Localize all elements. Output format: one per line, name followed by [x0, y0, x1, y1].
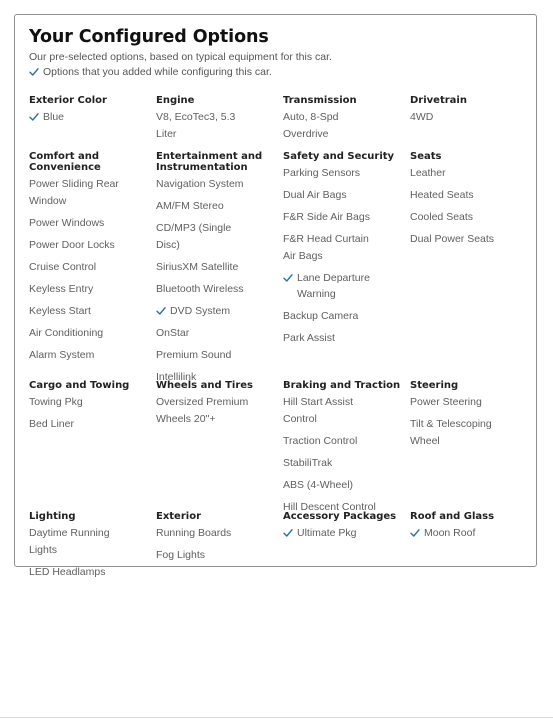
- option-item: [29, 237, 156, 254]
- option-label: ABS (4-Wheel): [283, 478, 354, 491]
- option-item: [29, 416, 156, 433]
- option-label: Tilt & Telescoping Wheel: [410, 418, 492, 447]
- option-item: [283, 433, 410, 450]
- option-label: Keyless Entry: [29, 282, 94, 295]
- option-item: [410, 209, 533, 226]
- option-label: Power Sliding Rear Window: [29, 178, 119, 207]
- option-item: [29, 176, 156, 209]
- category-title: Lighting: [29, 511, 76, 522]
- option-category: [410, 511, 533, 586]
- option-item: [156, 394, 283, 427]
- option-list: [156, 109, 283, 142]
- option-item: [29, 564, 156, 581]
- option-item: [283, 231, 410, 264]
- option-item: [156, 525, 283, 542]
- option-item: [283, 394, 410, 427]
- option-label: Air Conditioning: [29, 326, 104, 339]
- option-category: [29, 380, 156, 511]
- option-label: Bluetooth Wireless: [156, 282, 244, 295]
- category-title: Comfort and Convenience: [29, 151, 101, 173]
- option-list: [283, 525, 410, 542]
- option-item: [29, 109, 156, 126]
- option-item: [156, 259, 283, 276]
- option-label: Backup Camera: [283, 310, 359, 322]
- option-list: [410, 394, 533, 449]
- checkmark-icon: [283, 273, 293, 283]
- option-category: [283, 380, 410, 511]
- configured-options-card: [14, 14, 537, 578]
- option-item: [283, 330, 410, 347]
- option-label: F&R Side Air Bags: [283, 211, 370, 223]
- option-category: [156, 95, 283, 151]
- option-label: AM/FM Stereo: [156, 200, 224, 212]
- option-list: [156, 525, 283, 564]
- option-category: [156, 511, 283, 586]
- option-label: LED Headlamps: [29, 565, 106, 578]
- option-label: Keyless Start: [29, 304, 91, 317]
- option-item: [283, 270, 410, 303]
- option-item: [283, 109, 410, 142]
- option-label: Hill Start Assist Control: [283, 396, 354, 425]
- option-item: [283, 165, 410, 182]
- option-list: [410, 109, 533, 126]
- option-label: Power Steering: [410, 396, 482, 408]
- option-label: Oversized Premium Wheels 20"+: [156, 396, 249, 425]
- option-item: [29, 215, 156, 232]
- option-item: [283, 187, 410, 204]
- option-category: [283, 511, 410, 586]
- option-label: Moon Roof: [424, 527, 476, 539]
- category-title: Exterior: [156, 511, 202, 522]
- option-category: [410, 151, 533, 380]
- option-item: [29, 325, 156, 342]
- option-label: F&R Head Curtain Air Bags: [283, 233, 369, 262]
- category-title: Engine: [156, 95, 195, 106]
- option-list: [29, 394, 156, 433]
- checkmark-icon: [156, 306, 166, 316]
- category-title: Seats: [410, 151, 442, 162]
- option-label: Alarm System: [29, 348, 95, 361]
- option-label: CD/MP3 (Single Disc): [156, 222, 232, 251]
- category-title: Exterior Color: [29, 95, 107, 106]
- option-item: [156, 547, 283, 564]
- option-label: Power Door Locks: [29, 238, 115, 251]
- option-item: [29, 525, 156, 558]
- option-category: [410, 95, 533, 151]
- option-list: [410, 165, 533, 248]
- option-category: [283, 151, 410, 380]
- checkmark-icon: [410, 528, 420, 538]
- subtitle: Our pre-selected options, based on typical equipment for this car.: [29, 51, 332, 63]
- option-item: [156, 281, 283, 298]
- category-title: Cargo and Towing: [29, 380, 130, 391]
- option-item: [410, 231, 533, 248]
- option-item: [410, 109, 533, 126]
- option-label: Park Assist: [283, 332, 335, 344]
- option-label: Cruise Control: [29, 260, 97, 273]
- option-item: [410, 416, 533, 449]
- checkmark-icon: [283, 528, 293, 538]
- option-label: Auto, 8-Spd Overdrive: [283, 111, 339, 140]
- option-label: Towing Pkg: [29, 396, 83, 408]
- category-title: Entertainment and Instrumentation: [156, 151, 263, 173]
- option-label: Running Boards: [156, 527, 232, 539]
- option-list: [156, 394, 283, 427]
- option-list: [283, 109, 410, 142]
- option-item: [29, 303, 156, 320]
- category-title: Drivetrain: [410, 95, 467, 106]
- option-label: 4WD: [410, 111, 434, 123]
- category-title: Accessory Packages: [283, 511, 397, 522]
- option-list: [283, 394, 410, 515]
- option-item: [283, 308, 410, 325]
- option-label: Bed Liner: [29, 418, 74, 430]
- legend-text: Options that you added while configuring this car.: [43, 66, 272, 78]
- option-item: [410, 187, 533, 204]
- category-title: Steering: [410, 380, 459, 391]
- option-category: [29, 95, 156, 151]
- option-item: [410, 394, 533, 411]
- option-list: [283, 165, 410, 347]
- option-list: [29, 176, 156, 363]
- option-label: Dual Air Bags: [283, 189, 347, 201]
- option-category: [283, 95, 410, 151]
- option-label: Power Windows: [29, 216, 105, 229]
- option-category: [156, 151, 283, 383]
- option-label: Cooled Seats: [410, 211, 474, 223]
- checkmark-icon: [29, 112, 39, 122]
- option-item: [283, 525, 410, 542]
- option-item: [29, 281, 156, 298]
- category-title: Transmission: [283, 95, 357, 106]
- option-label: Blue: [43, 111, 65, 123]
- options-grid: [29, 95, 533, 586]
- option-item: [156, 220, 283, 253]
- category-title: Wheels and Tires: [156, 380, 253, 391]
- page-title: Your Configured Options: [29, 27, 269, 47]
- option-label: Intellilink: [156, 370, 197, 383]
- added-options-legend: [29, 66, 272, 78]
- option-label: OnStar: [156, 326, 190, 339]
- option-item: [156, 325, 283, 342]
- option-item: [410, 525, 533, 542]
- divider: [0, 717, 553, 718]
- option-item: [29, 394, 156, 411]
- option-item: [156, 198, 283, 215]
- option-item: [156, 303, 283, 320]
- option-label: Ultimate Pkg: [297, 527, 357, 539]
- option-list: [156, 176, 283, 385]
- option-item: [156, 176, 283, 193]
- option-category: [156, 380, 283, 511]
- option-label: Parking Sensors: [283, 167, 361, 179]
- option-label: Hill Descent Control: [283, 500, 376, 513]
- category-title: Safety and Security: [283, 151, 395, 162]
- option-label: Leather: [410, 167, 446, 179]
- category-title: Roof and Glass: [410, 511, 495, 522]
- option-label: SiriusXM Satellite: [156, 260, 239, 273]
- option-label: Daytime Running Lights: [29, 527, 110, 556]
- checkmark-icon: [29, 67, 39, 77]
- option-item: [29, 347, 156, 364]
- option-item: [156, 109, 283, 142]
- option-item: [156, 347, 283, 364]
- option-label: DVD System: [170, 304, 231, 317]
- option-list: [29, 109, 156, 126]
- option-label: Traction Control: [283, 434, 358, 447]
- option-list: [410, 525, 533, 542]
- option-label: StabiliTrak: [283, 456, 333, 469]
- option-item: [29, 259, 156, 276]
- option-item: [283, 477, 410, 494]
- option-label: Heated Seats: [410, 189, 474, 201]
- option-label: Premium Sound: [156, 348, 232, 361]
- option-category: [29, 511, 156, 586]
- option-item: [283, 209, 410, 226]
- option-label: Dual Power Seats: [410, 233, 495, 245]
- option-list: [29, 525, 156, 580]
- option-item: [410, 165, 533, 182]
- option-label: V8, EcoTec3, 5.3 Liter: [156, 111, 236, 140]
- option-label: Lane Departure Warning: [297, 271, 370, 300]
- option-label: Fog Lights: [156, 549, 206, 561]
- option-item: [283, 455, 410, 472]
- option-category: [410, 380, 533, 511]
- option-category: [29, 151, 156, 380]
- option-label: Navigation System: [156, 178, 244, 190]
- category-title: Braking and Traction: [283, 380, 401, 391]
